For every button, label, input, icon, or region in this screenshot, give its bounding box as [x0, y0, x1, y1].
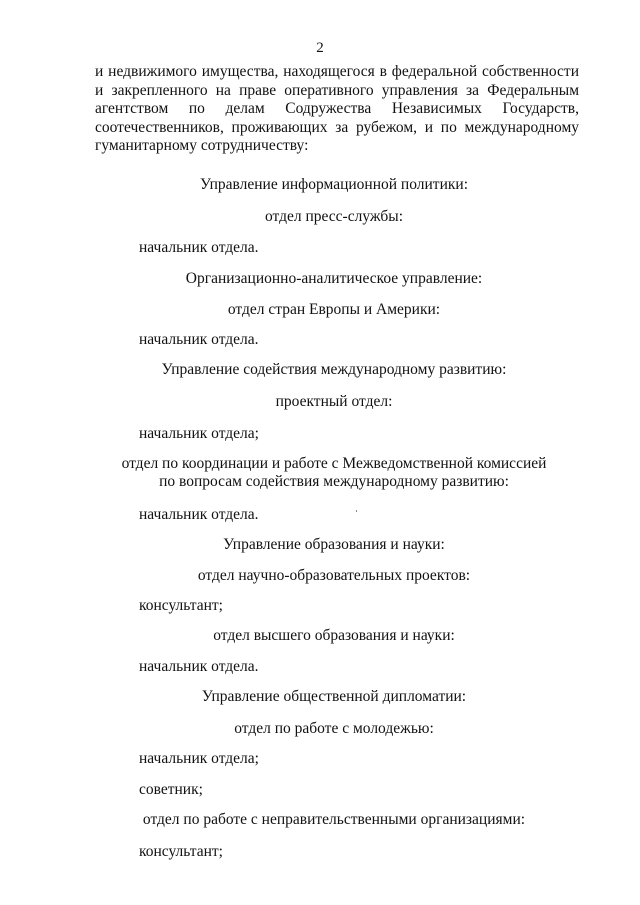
intro-paragraph: и недвижимого имущества, находящегося в федеральной собственности и закрепленного на праве оперативного управления за Федеральным агентством по делам Содружества Независимых Государств, соотечественников, проживающих за рубежом, и по международному гуманитарному сотрудничеству: — [95, 63, 579, 155]
division-heading: отдел по координации и работе с Межведомственной комиссией — [121, 455, 547, 472]
scan-speck — [356, 510, 357, 512]
position-item: начальник отдела. — [139, 506, 259, 523]
department-heading: Управление содействия международному развитию: — [161, 361, 507, 378]
division-heading: отдел пресс-службы: — [265, 208, 403, 225]
division-heading: проектный отдел: — [275, 393, 393, 410]
department-heading: Управление информационной политики: — [199, 176, 468, 193]
department-heading: Управление образования и науки: — [223, 536, 445, 553]
position-item: начальник отдела. — [139, 331, 259, 348]
page-number: 2 — [316, 40, 324, 56]
division-heading: отдел научно-образовательных проектов: — [197, 567, 471, 584]
position-item: начальник отдела. — [139, 658, 259, 675]
department-heading: Организационно-аналитическое управление: — [185, 270, 483, 287]
position-item: консультант; — [139, 597, 223, 614]
division-heading: отдел стран Европы и Америки: — [227, 301, 441, 318]
position-item: начальник отдела. — [139, 239, 259, 256]
position-item: начальник отдела; — [139, 425, 259, 442]
division-heading: отдел по работе с молодежью: — [234, 720, 434, 737]
position-item: советник; — [139, 781, 203, 798]
position-item: начальник отдела; — [139, 750, 259, 767]
department-heading: Управление общественной дипломатии: — [201, 688, 467, 705]
division-heading: отдел высшего образования и науки: — [213, 627, 455, 644]
division-heading: отдел по работе с неправительственными организациями: — [142, 811, 526, 828]
position-item: консультант; — [139, 843, 223, 860]
division-heading: по вопросам содействия международному развитию: — [159, 473, 509, 490]
